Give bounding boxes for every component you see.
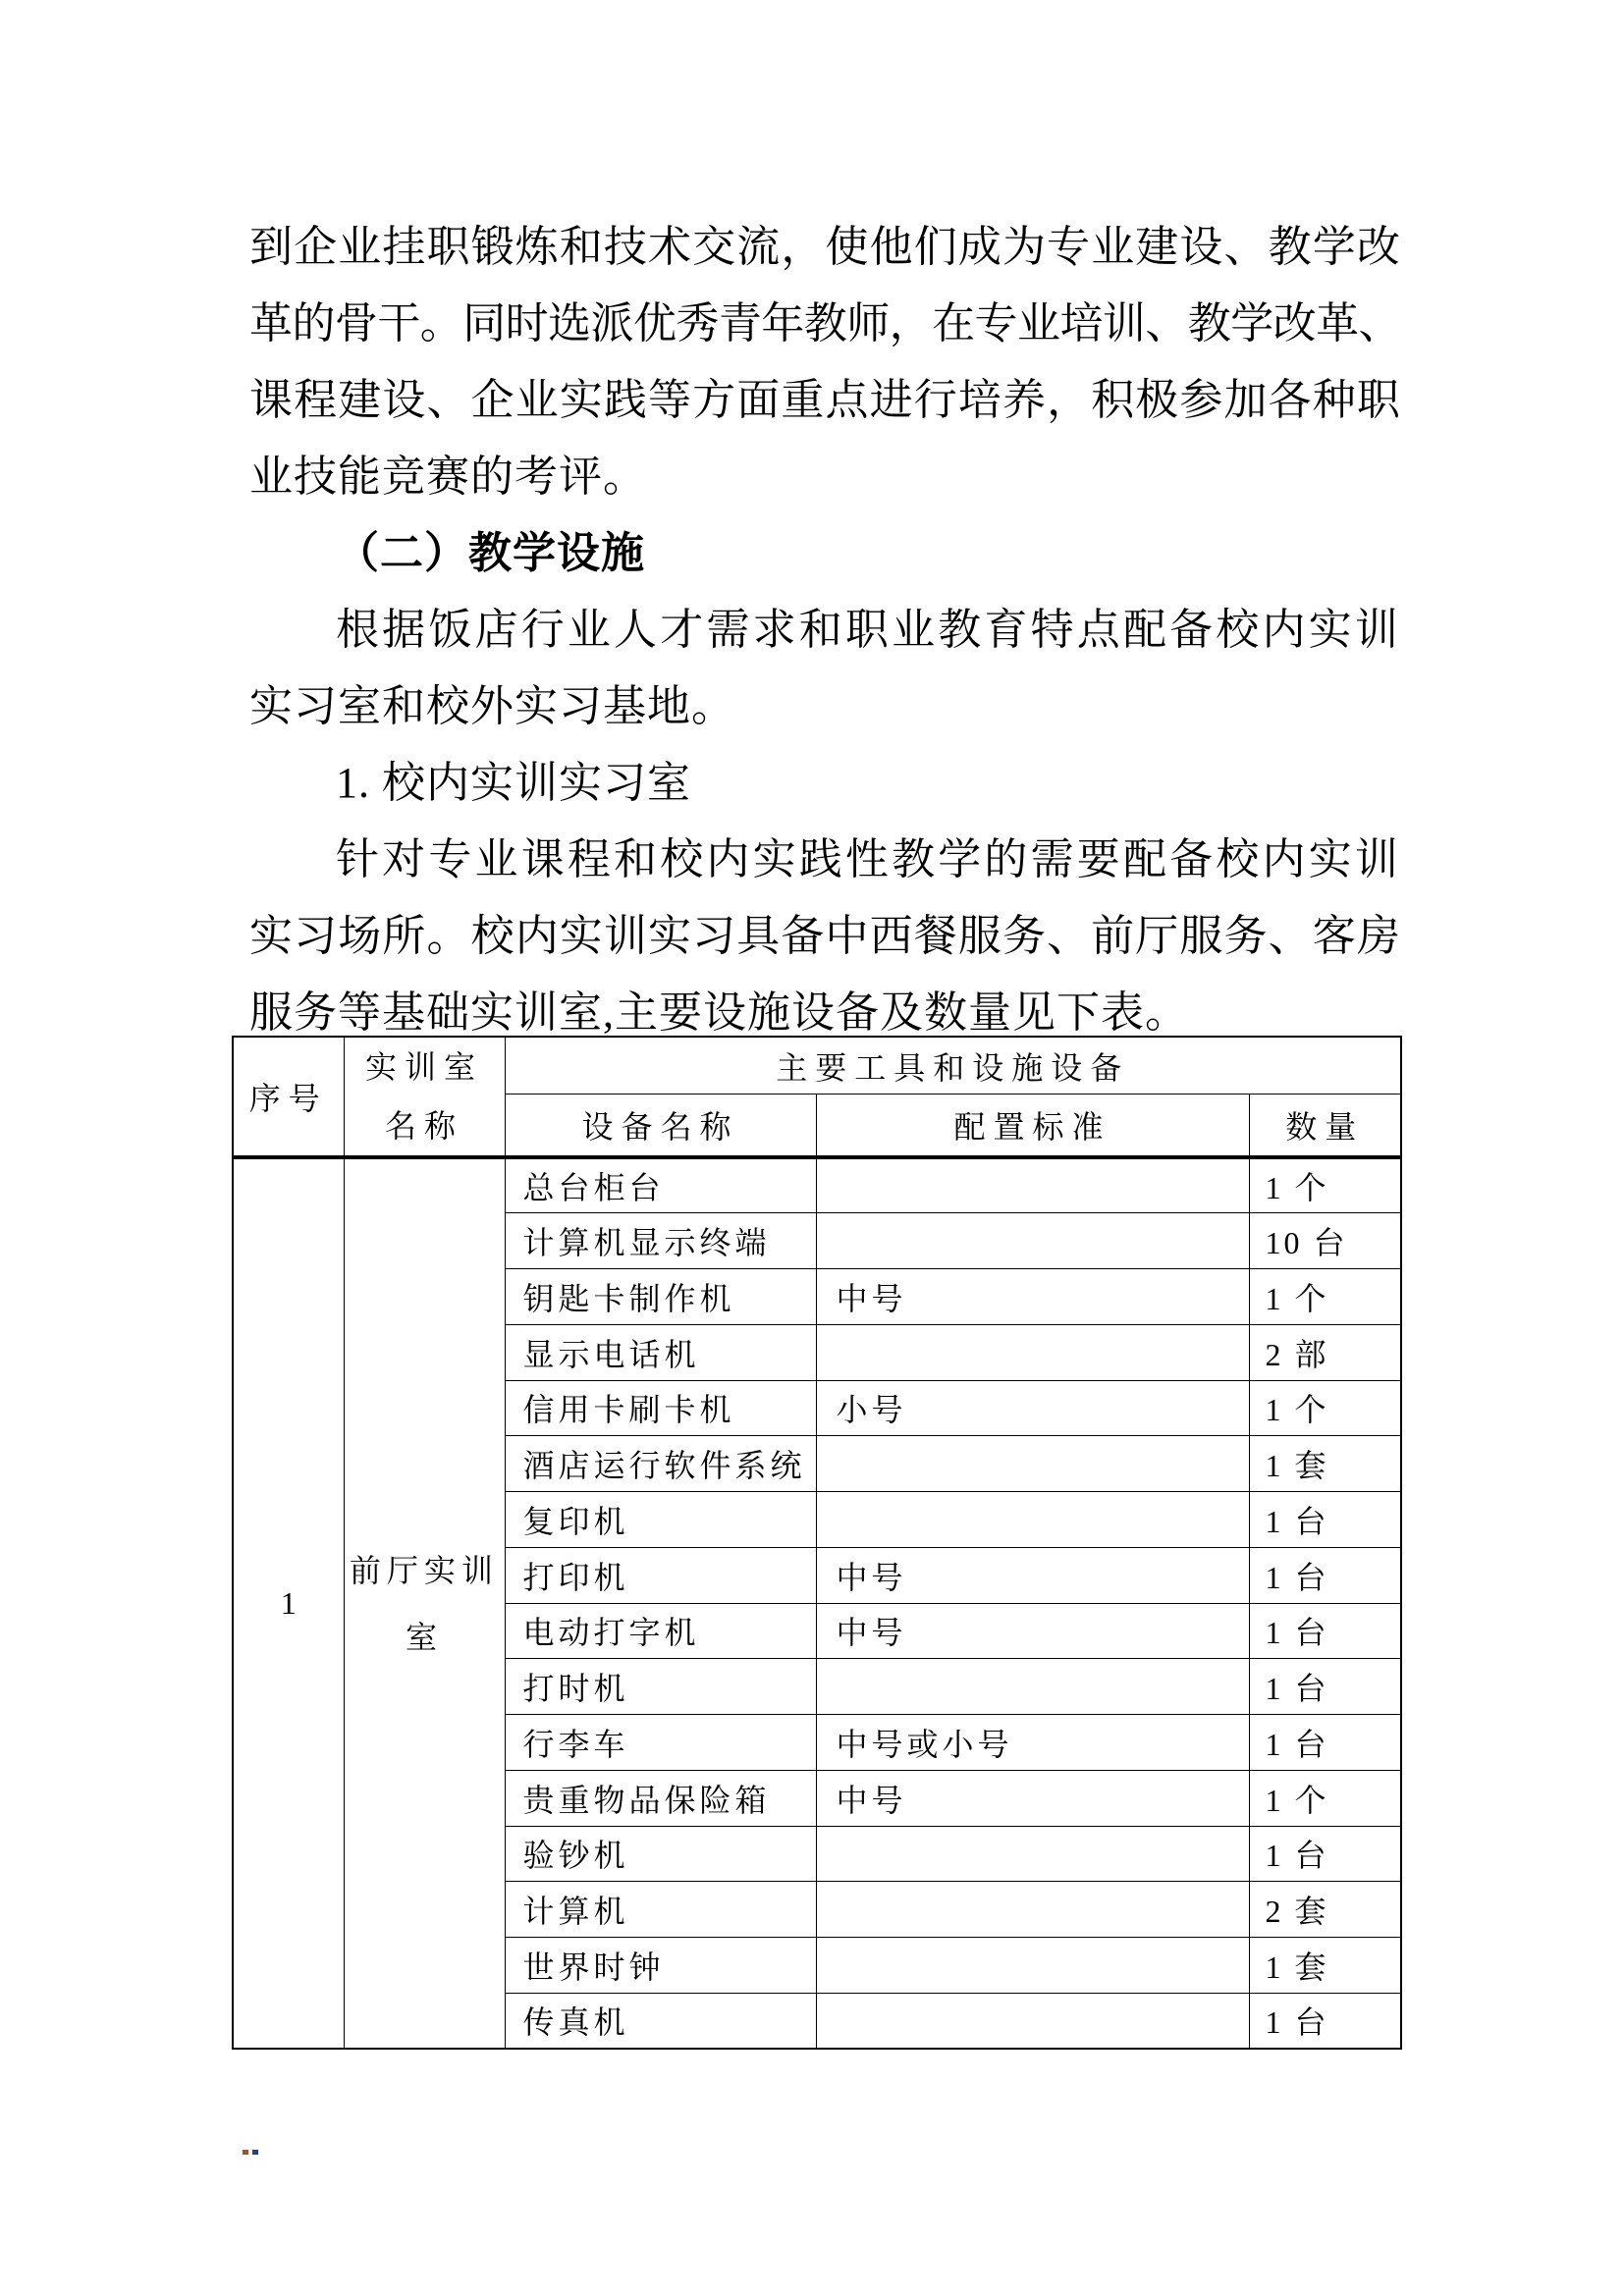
- index-cell: 1: [233, 1157, 344, 2049]
- device-name-cell: 复印机: [505, 1492, 816, 1548]
- room-name-line: 前厅实训: [349, 1552, 499, 1588]
- device-name-cell: 钥匙卡制作机: [505, 1269, 816, 1325]
- text-line: 根据饭店行业人才需求和职业教育特点配备校内实训: [336, 606, 1401, 654]
- text-line: 业技能竞赛的考评。: [249, 453, 647, 501]
- spec-cell: 中号: [816, 1770, 1249, 1826]
- header-index: 序号: [233, 1037, 344, 1157]
- table-header-row-1: [233, 1037, 1401, 1095]
- equipment-table-body: [233, 1157, 1401, 2049]
- device-name-cell: 传真机: [505, 1993, 816, 2049]
- quantity-cell: 10 台: [1249, 1213, 1401, 1269]
- header-room-line: 名称: [384, 1108, 463, 1144]
- device-name-cell: 信用卡刷卡机: [505, 1380, 816, 1436]
- device-name-cell: 验钞机: [505, 1826, 816, 1882]
- text-line: 实习室和校外实习基地。: [249, 682, 735, 730]
- quantity-cell: 2 部: [1249, 1324, 1401, 1380]
- spec-cell: [816, 1882, 1249, 1938]
- header-quantity: 数量: [1249, 1095, 1401, 1157]
- quantity-cell: 1 个: [1249, 1157, 1401, 1213]
- quantity-cell: 1 台: [1249, 1492, 1401, 1548]
- device-name-cell: 显示电话机: [505, 1324, 816, 1380]
- quantity-cell: 1 台: [1249, 1659, 1401, 1715]
- room-name-cell: [344, 1157, 505, 2049]
- footer-dot: [243, 2150, 248, 2155]
- quantity-cell: 1 个: [1249, 1269, 1401, 1325]
- quantity-cell: 1 台: [1249, 1993, 1401, 2049]
- device-name-cell: 酒店运行软件系统: [505, 1436, 816, 1492]
- text-line: 课程建设、企业实践等方面重点进行培养，积极参加各种职: [249, 376, 1401, 424]
- quantity-cell: 1 个: [1249, 1380, 1401, 1436]
- footer-dot: [252, 2150, 258, 2155]
- quantity-cell: 2 套: [1249, 1882, 1401, 1938]
- device-name-cell: 打印机: [505, 1547, 816, 1603]
- device-name-cell: 打时机: [505, 1659, 816, 1715]
- text-line: 针对专业课程和校内实践性教学的需要配备校内实训: [336, 835, 1401, 883]
- body-text: [249, 209, 1401, 1051]
- spec-cell: [816, 1492, 1249, 1548]
- table-row: [233, 1157, 1401, 1213]
- device-name-cell: 总台柜台: [505, 1157, 816, 1213]
- header-room-name: [344, 1037, 505, 1157]
- section-heading: （二）教学设施: [336, 529, 645, 577]
- text-line: 服务等基础实训室,主要设施设备及数量见下表。: [249, 988, 1189, 1037]
- spec-cell: [816, 1436, 1249, 1492]
- spec-cell: [816, 1157, 1249, 1213]
- spec-cell: [816, 1324, 1249, 1380]
- spec-cell: [816, 1938, 1249, 1994]
- spec-cell: 中号或小号: [816, 1715, 1249, 1771]
- quantity-cell: 1 台: [1249, 1603, 1401, 1659]
- quantity-cell: 1 台: [1249, 1715, 1401, 1771]
- quantity-cell: 1 台: [1249, 1547, 1401, 1603]
- text-line: 实习场所。校内实训实习具备中西餐服务、前厅服务、客房: [249, 912, 1401, 960]
- room-name-line: 室: [405, 1619, 443, 1655]
- quantity-cell: 1 台: [1249, 1826, 1401, 1882]
- footer-dots: [243, 2150, 258, 2155]
- device-name-cell: 电动打字机: [505, 1603, 816, 1659]
- spec-cell: [816, 1659, 1249, 1715]
- spec-cell: [816, 1993, 1249, 2049]
- spec-cell: 小号: [816, 1380, 1249, 1436]
- device-name-cell: 世界时钟: [505, 1938, 816, 1994]
- device-name-cell: 计算机显示终端: [505, 1213, 816, 1269]
- text-line: 1. 校内实训实习室: [336, 759, 691, 807]
- device-name-cell: 贵重物品保险箱: [505, 1770, 816, 1826]
- spec-cell: 中号: [816, 1547, 1249, 1603]
- equipment-table: [232, 1036, 1402, 2050]
- spec-cell: 中号: [816, 1603, 1249, 1659]
- header-device-name: 设备名称: [505, 1095, 816, 1157]
- text-line: 革的骨干。同时选派优秀青年教师，在专业培训、教学改革、: [249, 299, 1401, 347]
- header-spec: 配置标准: [816, 1095, 1249, 1157]
- quantity-cell: 1 套: [1249, 1938, 1401, 1994]
- device-name-cell: 计算机: [505, 1882, 816, 1938]
- header-tools-group: 主要工具和设施设备: [505, 1037, 1401, 1095]
- spec-cell: [816, 1213, 1249, 1269]
- text-line: 到企业挂职锻炼和技术交流，使他们成为专业建设、教学改: [249, 223, 1401, 271]
- device-name-cell: 行李车: [505, 1715, 816, 1771]
- header-room-line: 实训室: [364, 1049, 483, 1085]
- spec-cell: [816, 1826, 1249, 1882]
- spec-cell: 中号: [816, 1269, 1249, 1325]
- quantity-cell: 1 个: [1249, 1770, 1401, 1826]
- quantity-cell: 1 套: [1249, 1436, 1401, 1492]
